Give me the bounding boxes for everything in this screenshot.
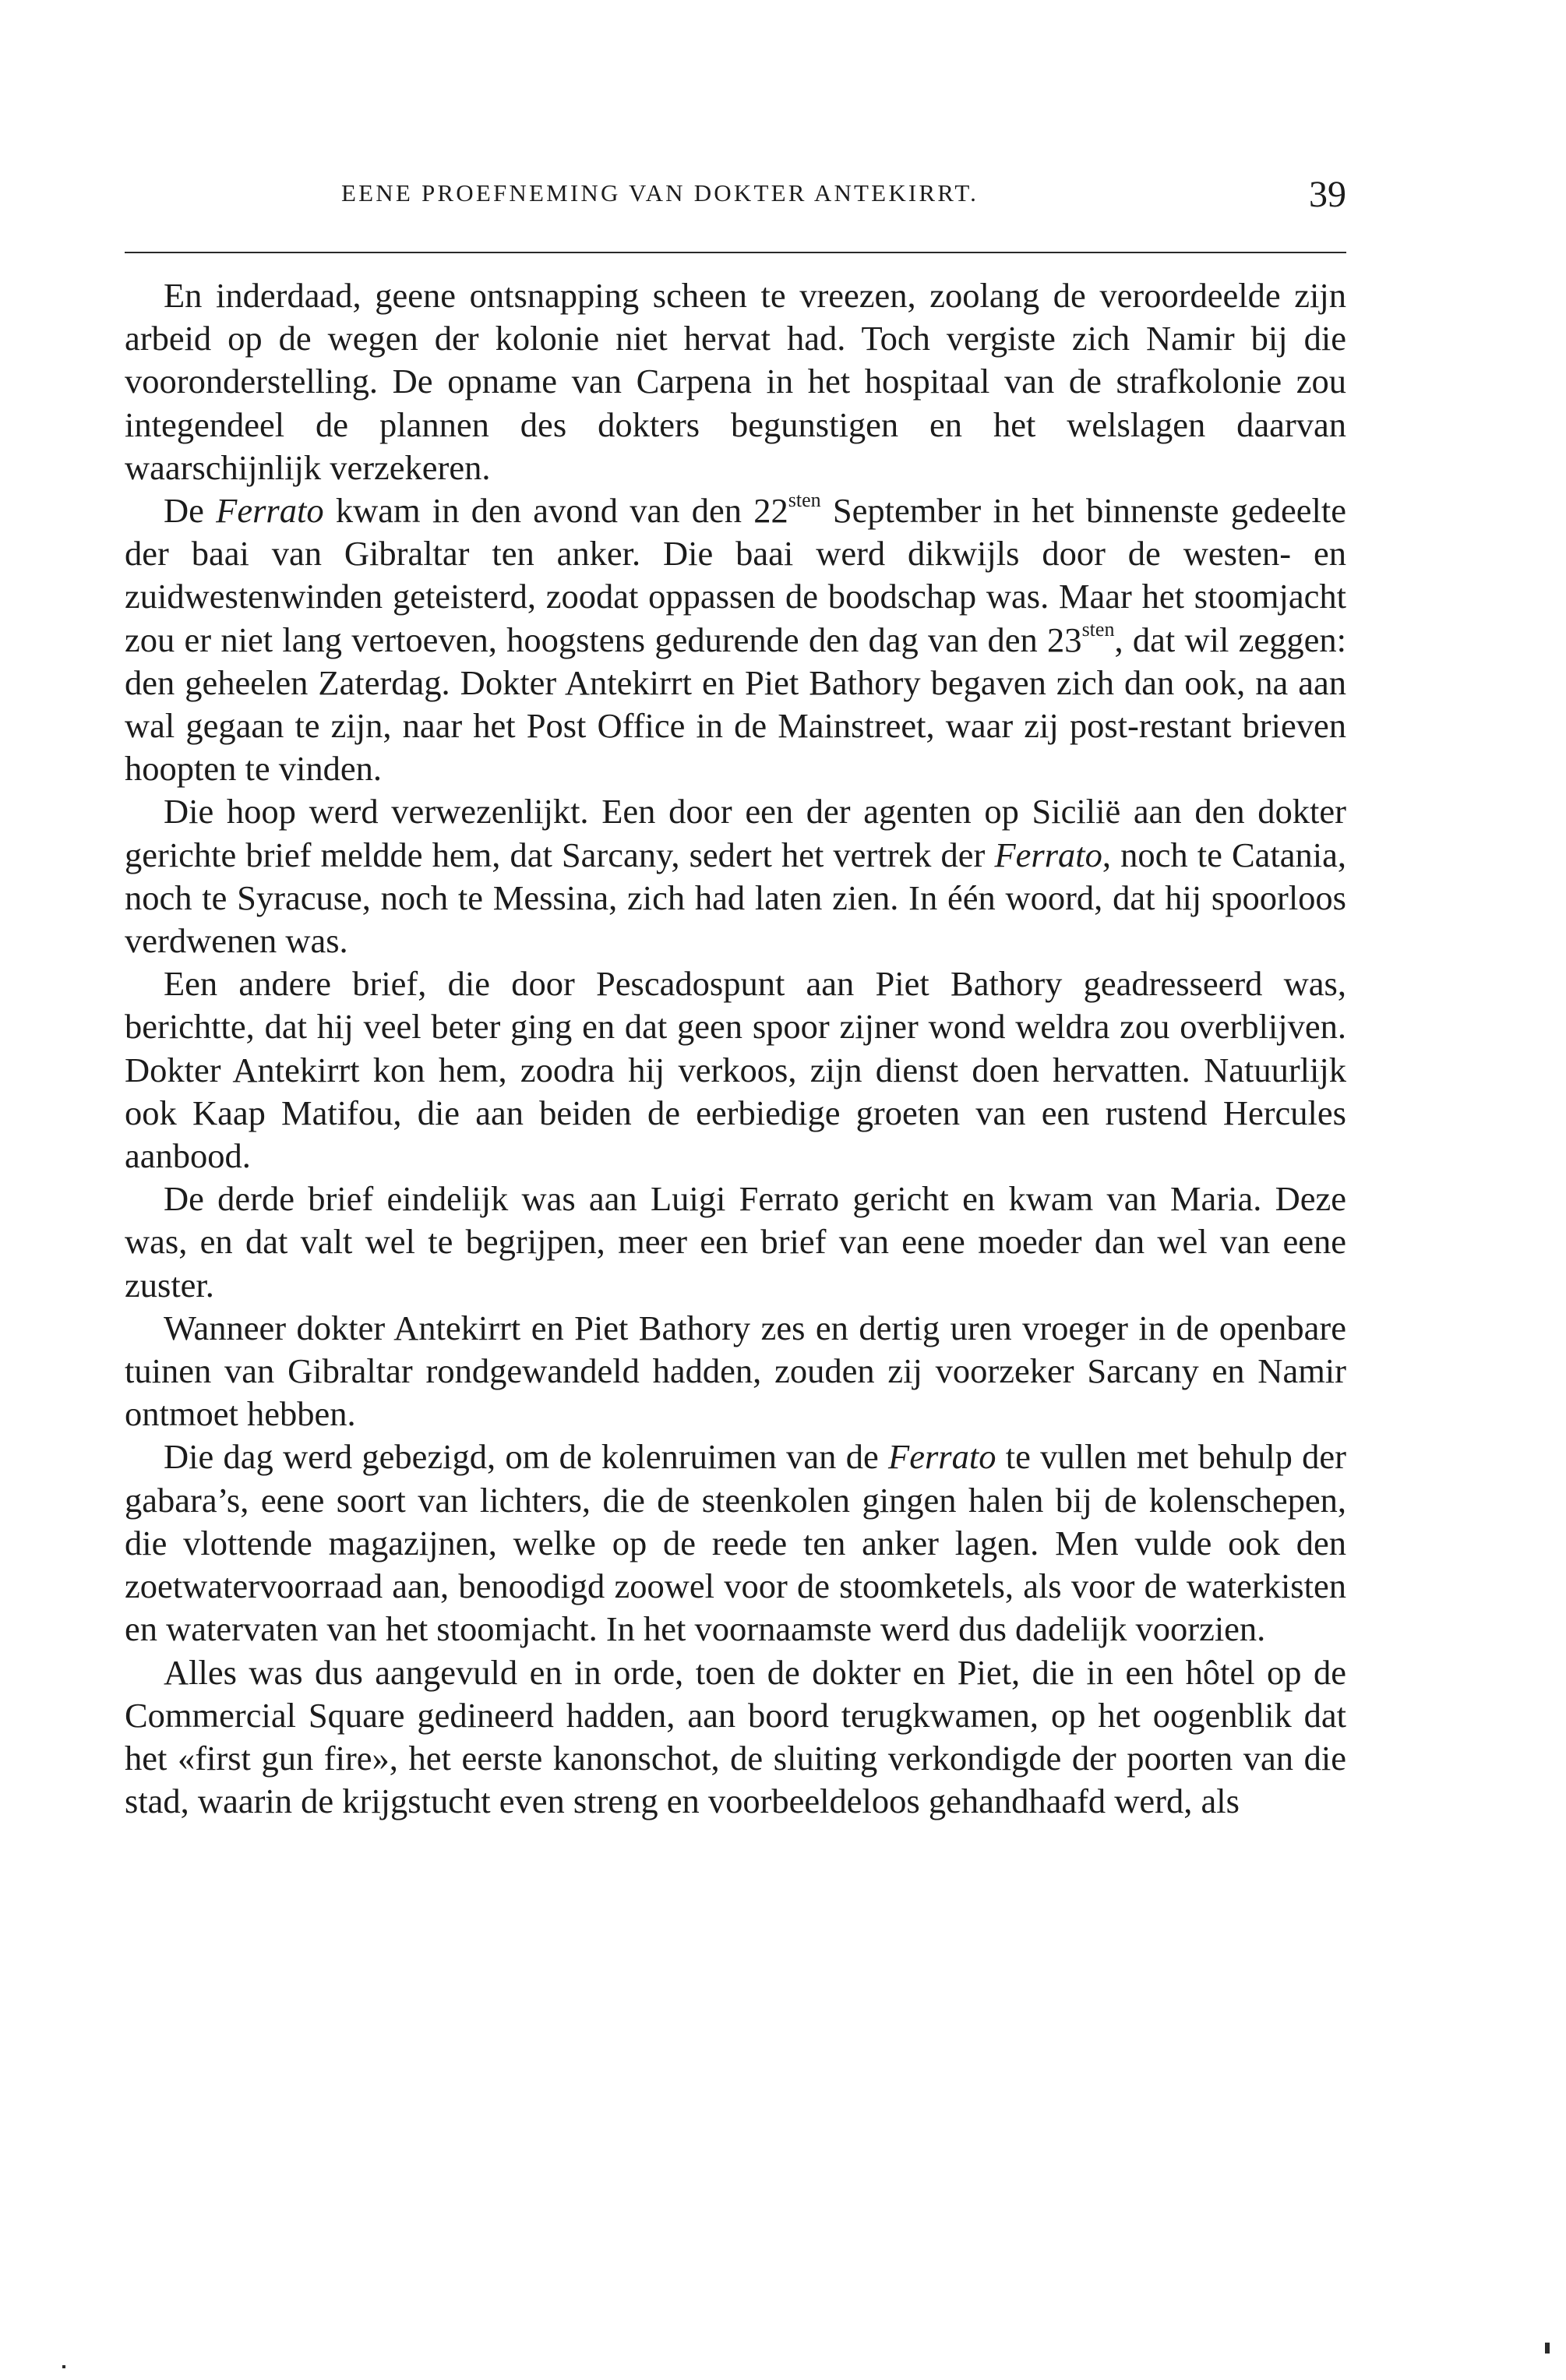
page-number: 39 (1309, 174, 1346, 215)
paragraph (125, 962, 1346, 1178)
text-run: De (164, 491, 217, 531)
running-title: EENE PROEFNEMING VAN DOKTER ANTEKIRRT. (341, 179, 979, 207)
text-run: Alles was dus aangevuld en in orde, toen de dokter en Piet, die in een hôtel op de Commercial Square gedineerd hadden, aan boord terugkwamen, op het oogenblik dat het «first gun fire», het eerste kanonschot, de sluiting verkondigde der poorten van die stad, waarin de krijgstucht even streng en voorbeeldeloos gehandhaafd werd, als (125, 1652, 1346, 1821)
paragraph (125, 1307, 1346, 1436)
text-run: kwam in den avond van den 22 (323, 491, 788, 531)
text-run: Wanneer dokter Antekirrt en Piet Bathory zes en dertig uren vroeger in de openbare tuinen van Gibraltar rondgewandeld hadden, zouden zij voorzeker Sarcany en Namir ontmoet hebben. (125, 1308, 1346, 1434)
superscript: sten (788, 489, 821, 512)
text-run: De derde brief eindelijk was aan Luigi Ferrato gericht en kwam van Maria. Deze was, en dat valt wel te begrijpen, meer een brief van eene moeder dan wel van eene zuster. (125, 1179, 1346, 1305)
paragraph (125, 489, 1346, 790)
italic-text: Ferrato (216, 491, 324, 531)
text-run: Die dag werd gebezigd, om de kolenruimen van de (164, 1437, 889, 1477)
superscript: sten (1081, 617, 1115, 641)
paragraph (125, 1435, 1346, 1651)
text-run: September in het binnenste gedeelte der baai van Gibraltar ten anker. Die baai werd dikwijls door de westen- en zuidwestenwinden geteisterd, zoodat oppassen de boodschap was. Maar het stoomjacht zou er niet lang vertoeven, hoogstens gedurende den dag van den 23 (125, 491, 1346, 659)
print-speck (62, 2365, 65, 2368)
paragraph (125, 274, 1346, 489)
paragraph (125, 790, 1346, 962)
print-speck (1545, 2343, 1550, 2354)
text-run: Die hoop werd verwezenlijkt. Een door een der agenten op Sicilië aan den dokter gerichte brief meldde hem, dat Sarcany, sedert het vertrek der (125, 792, 1346, 874)
text-run: , dat wil zeggen: den geheelen Zaterdag. Dokter Antekirrt en Piet Bathory begaven zich dan ook, na aan wal gegaan te zijn, naar het Post Office in de Mainstreet, waar zij post-restant brieven hoopten te vinden. (125, 620, 1346, 789)
text-run: te vullen met behulp der gabara’s, eene soort van lichters, die de steenkolen gingen halen bij de kolenschepen, die vlottende magazijnen, welke op de reede ten anker lagen. Men vulde ook den zoetwatervoorraad aan, benoodigd zoowel voor de stoomketels, als voor de waterkisten en watervaten van het stoomjacht. In het voornaamste werd dus dadelijk voorzien. (125, 1437, 1346, 1649)
paragraph (125, 1178, 1346, 1307)
text-run: Een andere brief, die door Pescadospunt aan Piet Bathory geadresseerd was, berichtte, dat hij veel beter ging en dat geen spoor zijner wond weldra zou overblijven. Dokter Antekirrt kon hem, zoodra hij verkoos, zijn dienst doen hervatten. Natuurlijk ook Kaap Matifou, die aan beiden de eerbiedige groeten van een rustend Hercules aanbood. (125, 964, 1346, 1176)
text-run: En inderdaad, geene ontsnapping scheen te vreezen, zoolang de veroordeelde zijn arbeid op de wegen der kolonie niet hervat had. Toch vergiste zich Namir bij die vooronderstelling. De opname van Carpena in het hospitaal van de strafkolonie zou integendeel de plannen des dokters begunstigen en het welslagen daarvan waarschijnlijk verzekeren. (125, 276, 1346, 487)
body-text (125, 274, 1346, 1823)
italic-text: Ferrato (888, 1437, 996, 1477)
italic-text: Ferrato (994, 835, 1102, 874)
text-run: , noch te Catania, noch te Syracuse, noch te Messina, zich had laten zien. In één woord, dat hij spoorloos verdwenen was. (125, 835, 1346, 961)
running-head (125, 174, 1346, 232)
paragraph (125, 1651, 1346, 1824)
header-rule (125, 252, 1346, 253)
